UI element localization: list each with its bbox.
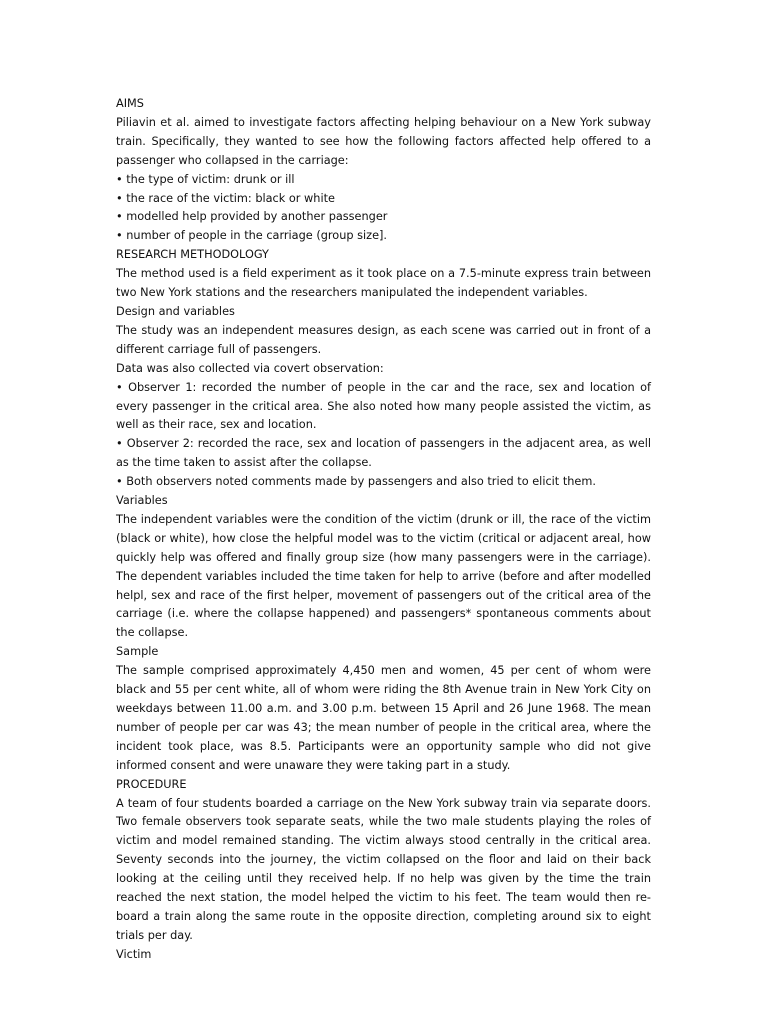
heading-procedure: PROCEDURE — [116, 777, 187, 791]
aims-bullet-victim-type: • the type of victim: drunk or ill — [116, 172, 295, 186]
variables-paragraph: The independent variables were the condition of the victim (drunk or ill, the race of the victim (black or white), how close the helpful model was to the victim (critical or adjacent areal, how quickly help was offered and finally group size (how many passengers were in the carriage). The dependent variables included the time taken for help to arrive (before and after modelled helpl, sex and race of the first helper, movement of passengers out of the critical area of the carriage (i.e. where the collapse happened) and passengers* spontaneous comments about the collapse. — [116, 512, 651, 640]
heading-aims: AIMS — [116, 97, 144, 110]
observer-2-bullet: • Observer 2: recorded the race, sex and location of passengers in the adjacent area, as well as the time taken to assist after the collapse. — [116, 437, 651, 470]
heading-variables: Variables — [116, 494, 168, 508]
aims-bullet-victim-race: • the race of the victim: black or white — [116, 191, 335, 205]
procedure-paragraph: A team of four students boarded a carriage on the New York subway train via separate doors. Two female observers took separate seats, while the two male students playing the roles of victim and model remained standing. The victim always stood centrally in the critical area. Seventy seconds into the journey, the victim collapsed on the floor and laid on their back looking at the ceiling until they received help. If no help was given by the time the train reached the next station, the model helped the victim to his feet. The team would then re-board a train along the same route in the opposite direction, completing around six to eight trials per day. — [116, 796, 651, 942]
heading-research-methodology: RESEARCH METHODOLOGY — [116, 248, 269, 262]
methodology-paragraph: The method used is a field experiment as it took place on a 7.5-minute express train between two New York stations and the researchers manipulated the independent variables. — [116, 267, 651, 300]
heading-victim: Victim — [116, 947, 152, 961]
observer-1-bullet: • Observer 1: recorded the number of people in the car and the race, sex and location of every passenger in the critical area. She also noted how many people assisted the victim, as well as their race, sex and location. — [116, 380, 651, 432]
design-paragraph: The study was an independent measures design, as each scene was carried out in front of a different carriage full of passengers. — [116, 323, 651, 356]
sample-paragraph: The sample comprised approximately 4,450 men and women, 45 per cent of whom were black and 55 per cent white, all of whom were riding the 8th Avenue train in New York City on weekdays between 11.00 a.m. and 3.00 p.m. between 15 April and 26 June 1968. The mean number of people per car was 43; the mean number of people in the critical area, where the incident took place, was 8.5. Participants were an opportunity sample who did not give informed consent and were unaware they were taking part in a study. — [116, 664, 651, 772]
aims-paragraph: Piliavin et al. aimed to investigate factors affecting helping behaviour on a New York subway train. Specifically, they wanted to see how the following factors affected help offered to a passenger who collapsed in the carriage: — [116, 115, 651, 167]
both-observers-bullet: • Both observers noted comments made by passengers and also tried to elicit them. — [116, 475, 596, 489]
aims-bullet-group-size: • number of people in the carriage (group size]. — [116, 229, 388, 243]
heading-sample: Sample — [116, 645, 159, 659]
heading-design-and-variables: Design and variables — [116, 304, 235, 318]
covert-observation-line: Data was also collected via covert observation: — [116, 361, 384, 375]
aims-bullet-modelled-help: • modelled help provided by another passenger — [116, 210, 388, 224]
